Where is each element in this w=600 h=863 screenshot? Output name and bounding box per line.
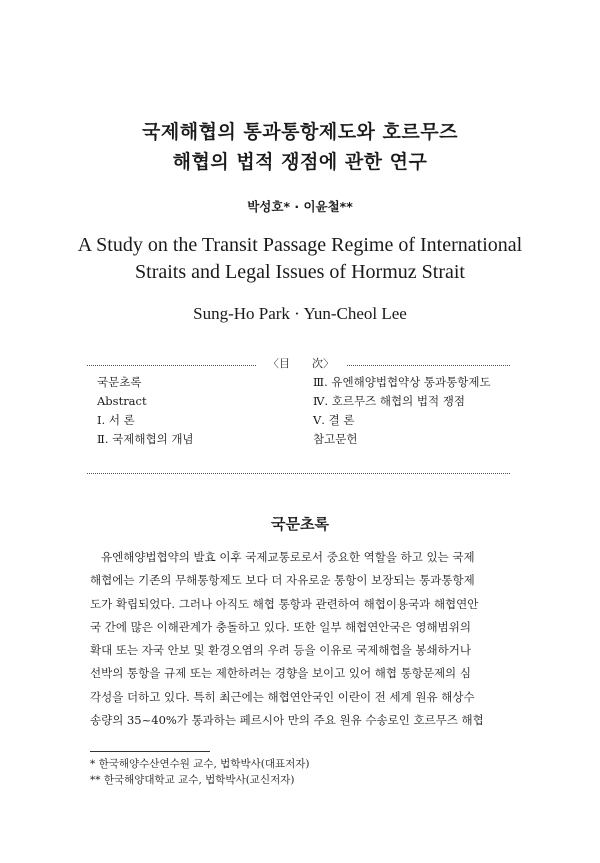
abstract-line: 송량의 35~40%가 통과하는 페르시아 만의 주요 원유 수송로인 호르무즈 해협	[90, 713, 484, 728]
footnotes	[90, 756, 310, 788]
toc-item[interactable]: Ⅳ. 호르무즈 해협의 법적 쟁점	[313, 394, 465, 408]
toc-right-column	[313, 373, 491, 449]
title-korean-line2: 해협의 법적 쟁점에 관한 연구	[172, 151, 428, 173]
toc-item[interactable]: Abstract	[97, 394, 147, 408]
footnote-item: * 한국해양수산연수원 교수, 법학박사(대표저자)	[90, 758, 310, 770]
toc-item[interactable]: Ⅱ. 국제해협의 개념	[97, 432, 194, 446]
abstract-body	[90, 546, 510, 732]
toc-item[interactable]: Ⅴ. 결 론	[313, 413, 355, 427]
abstract-line: 선박의 통항을 규제 또는 제한하려는 경향을 보이고 있어 해협 통항문제의 심	[90, 666, 471, 681]
footnote-item: ** 한국해양대학교 교수, 법학박사(교신저자)	[90, 774, 295, 786]
abstract-line: 유엔해양법협약의 발효 이후 국제교통로로서 중요한 역할을 하고 있는 국제	[101, 550, 475, 564]
footnote-divider	[90, 751, 210, 752]
title-korean-line1: 국제해협의 통과통항제도와 호르무즈	[142, 121, 458, 143]
abstract-line: 국 간에 많은 이해관계가 충돌하고 있다. 또한 일부 해협연안국은 영해범위의	[90, 619, 471, 634]
abstract-line: 도가 확립되었다. 그러나 아직도 해협 통항과 관련하여 해협이용국과 해협연안	[90, 596, 479, 611]
authors-english: Sung-Ho Park · Yun-Cheol Lee	[193, 304, 407, 323]
authors-korean: 박성호* · 이윤철**	[247, 199, 353, 214]
title-english-line2: Straits and Legal Issues of Hormuz Strait	[135, 261, 465, 283]
toc-item[interactable]: Ⅰ. 서 론	[97, 413, 135, 427]
section-title-abstract: 국문초록	[271, 515, 329, 533]
title-english-line1: A Study on the Transit Passage Regime of International	[77, 234, 523, 256]
toc-left-column	[97, 373, 194, 449]
toc-heading: 〈目 次〉	[256, 355, 346, 371]
toc-item[interactable]: 국문초록	[97, 375, 142, 389]
toc-item[interactable]: 참고문헌	[313, 432, 358, 446]
abstract-line: 해협에는 기존의 무해통항제도 보다 더 자유로운 통항이 보장되는 통과통항제	[90, 573, 475, 588]
toc-item[interactable]: Ⅲ. 유엔해양법협약상 통과통항제도	[313, 375, 491, 389]
abstract-line: 각성을 더하고 있다. 특히 최근에는 해협연안국인 이란이 전 세계 원유 해상수	[90, 689, 475, 704]
abstract-line: 확대 또는 자국 안보 및 환경오염의 우려 등을 이유로 국제해협을 봉쇄하거나	[90, 643, 471, 658]
